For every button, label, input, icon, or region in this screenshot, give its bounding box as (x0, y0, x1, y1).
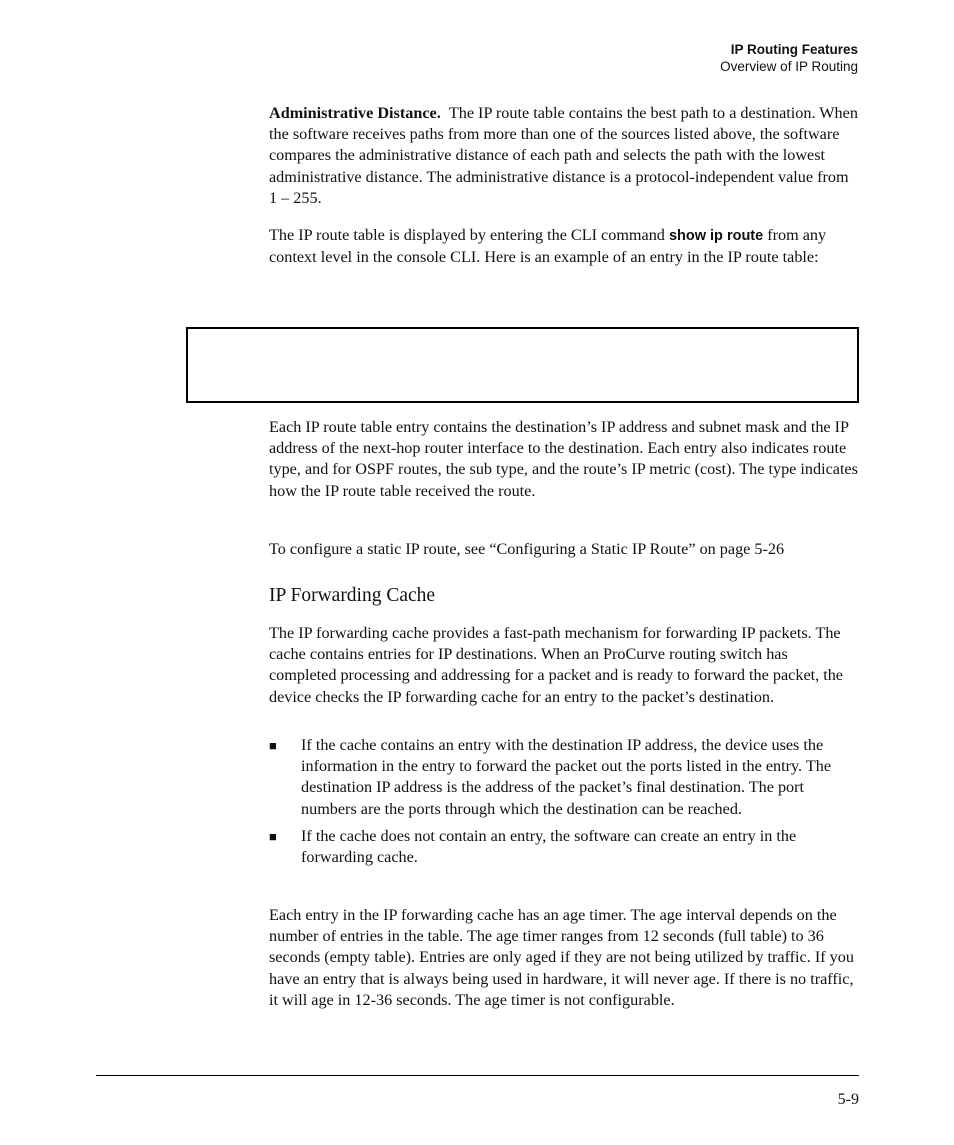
age-timer-paragraph (269, 905, 859, 1011)
route-table-intro-paragraph (269, 225, 859, 268)
static-route-text: To configure a static IP route, see “Configuring a Static IP Route” on page 5-26 (269, 540, 785, 558)
route-table-intro-after: from any context level in the console CLI. Here is an example of an entry in the IP route table: (269, 226, 827, 267)
static-route-reference (269, 539, 859, 560)
age-timer-text: Each entry in the IP forwarding cache has an age timer. The age interval depends on the number of entries in the table. The age timer ranges from 12 seconds (full table) to 36 seconds (empty table). Entries are only aged if they are not being utilized by traffic. If you have an entry that is always being used in hardware, it will never age. If there is no traffic, it will age in 12-36 seconds. The age timer is not configurable. (269, 906, 854, 1009)
bullet-text: If the cache does not contain an entry, the software can create an entry in the forwarding cache. (301, 826, 797, 867)
admin-distance-text: The IP route table contains the best path to a destination. When the software receives paths from more than one of the sources listed above, the software compares the administrative distance of each path and selects the path with the lowest administrative distance. The administrative distance is a protocol-independent value from 1 – 255. (269, 104, 858, 207)
bullet-text: If the cache contains an entry with the destination IP address, the device uses the information in the entry to forward the packet out the ports listed in the entry. The destination IP address is the address of the packet’s final destination. The port numbers are the ports through which the destination can be reached. (301, 736, 831, 818)
header-title: IP Routing Features (730, 42, 858, 57)
cli-command: show ip route (668, 228, 764, 244)
bullet-mark: ■ (269, 738, 277, 753)
forwarding-cache-intro (269, 623, 859, 708)
page-number: 5-9 (837, 1091, 859, 1108)
forwarding-cache-bullet-list (269, 735, 859, 868)
section-heading: IP Forwarding Cache (269, 585, 436, 606)
route-table-intro-before: The IP route table is displayed by entering the CLI command (269, 226, 669, 244)
entry-description-paragraph (269, 417, 859, 502)
list-item (269, 826, 859, 868)
bullet-mark: ■ (269, 828, 277, 844)
admin-distance-paragraph (269, 103, 859, 209)
forwarding-cache-intro-text: The IP forwarding cache provides a fast-path mechanism for forwarding IP packets. The cache contains entries for IP destinations. When an ProCurve routing switch has completed processing and addressing for a packet and is ready to forward the packet, the device checks the IP forwarding cache for an entry to the packet’s destination. (269, 624, 843, 706)
route-entry-example-box (186, 327, 859, 403)
admin-distance-label: Administrative Distance. (269, 104, 441, 122)
header-subtitle: Overview of IP Routing (720, 59, 858, 74)
footer-rule (96, 1075, 859, 1076)
list-item (269, 735, 859, 820)
running-header (720, 41, 858, 75)
entry-description-text: Each IP route table entry contains the destination’s IP address and subnet mask and the IP address of the next-hop router interface to the destination. Each entry also indicates route type, and for OSPF routes, the sub type, and the route’s IP metric (cost). The type indicates how the IP route table received the route. (269, 418, 858, 500)
